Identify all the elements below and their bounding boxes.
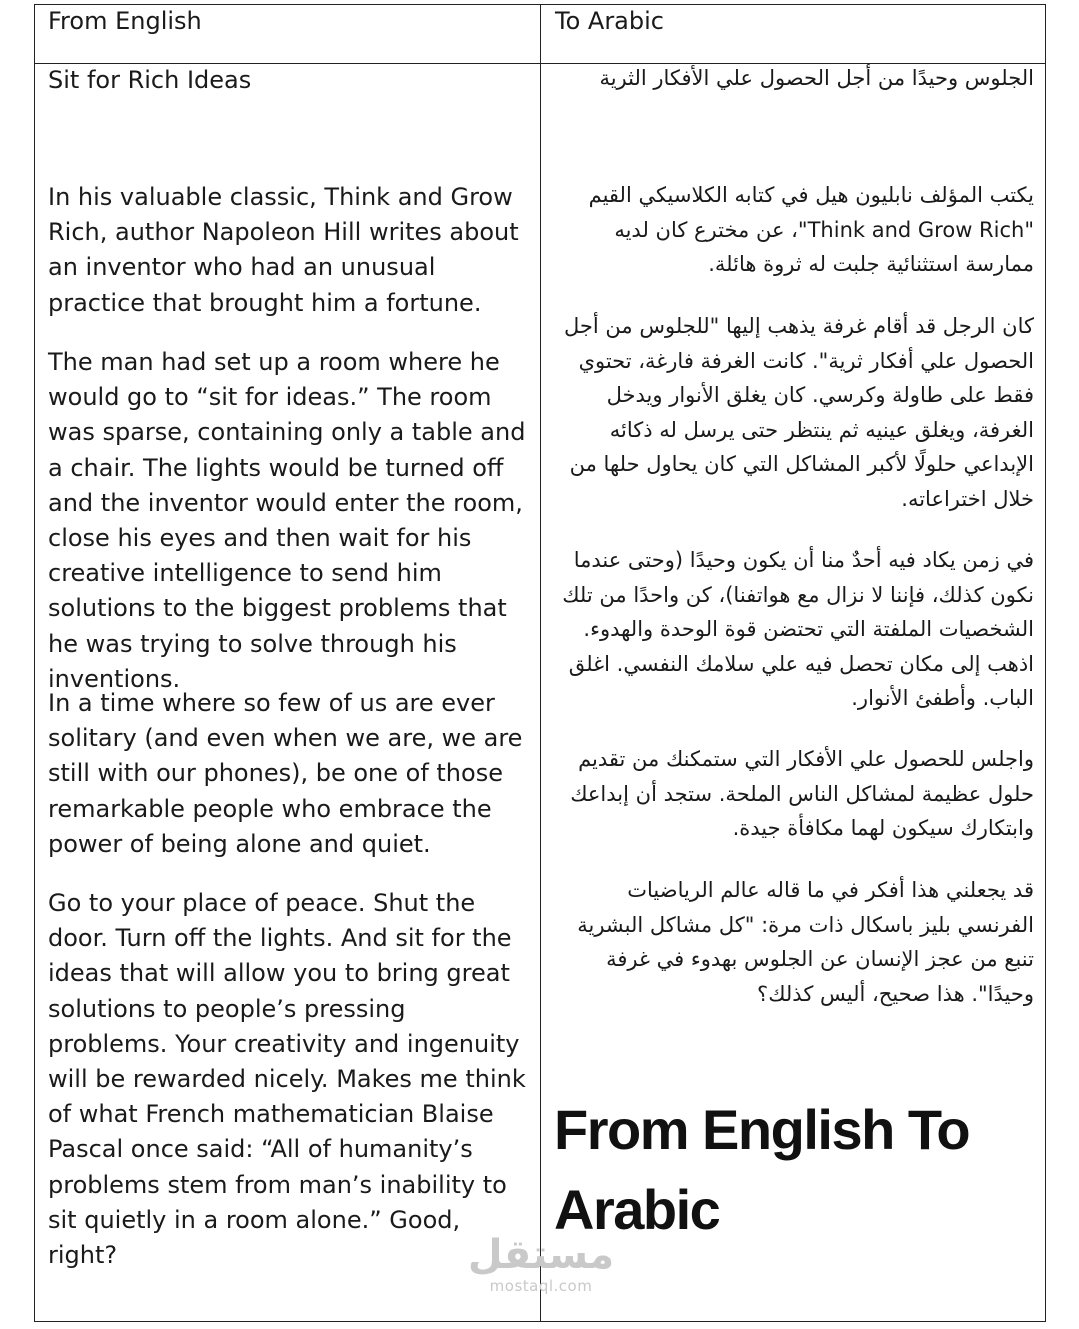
arabic-paragraph-1: يكتب المؤلف نابليون هيل في كتابه الكلاسيكي القيم "Think and Grow Rich"، عن مخترع كان لديه ممارسة استثنائية جلبت له ثروة هائلة. bbox=[588, 183, 1034, 276]
column-divider bbox=[540, 4, 541, 1322]
watermark-latin-text: mostaql.com bbox=[489, 1277, 593, 1295]
english-paragraph-2: The man had set up a room where he would go to “sit for ideas.” The room was sparse, containing only a table and a chair. The lights would be turned off and the inventor would enter the room, close his eyes and then wait for his creative intelligence to send him solutions to the biggest problems that he was trying to solve through his inventions. bbox=[48, 348, 526, 693]
banner-title bbox=[554, 1090, 1024, 1250]
english-paragraph-3: In a time where so few of us are ever solitary (and even when we are, we are still with our phones), be one of those remarkable people who embrace the power of being alone and quiet. bbox=[48, 689, 523, 858]
header-from-english: From English bbox=[48, 7, 202, 35]
english-title: Sit for Rich Ideas bbox=[48, 66, 252, 94]
watermark-arabic-logo: مستقل bbox=[467, 1232, 615, 1278]
arabic-paragraph-4: واجلس للحصول علي الأفكار التي ستمكنك من تقديم حلول عظيمة لمشاكل الناس الملحة. ستجد أن إبداعك وابتكارك سيكون لهما مكافأة جيدة. bbox=[570, 747, 1034, 840]
banner-line-2: Arabic bbox=[554, 1178, 720, 1241]
arabic-paragraph-5: قد يجعلني هذا أفكر في ما قاله عالم الرياضيات الفرنسي بليز باسكال ذات مرة: "كل مشاكل البشرية تنبع من عجز الإنسان عن الجلوس بهدوء في غرفة وحيدًا". هذا صحيح، أليس كذلك؟ bbox=[577, 878, 1034, 1006]
arabic-paragraph-3: في زمن يكاد فيه أحدٌ منا أن يكون وحيدًا (وحتى عندما نكون كذلك، فإننا لا نزال مع هواتفنا)، كن واحدًا من تلك الشخصيات الملفتة التي تحتضن قوة الوحدة والهدوء. اذهب إلى مكان تحصل فيه علي سلامك النفسي. اغلق الباب. وأطفئ الأنوار. bbox=[562, 548, 1034, 710]
header-to-arabic: To Arabic bbox=[555, 7, 664, 35]
arabic-paragraph-2: كان الرجل قد أقام غرفة يذهب إليها "للجلوس من أجل الحصول علي أفكار ثرية". كانت الغرفة فارغة، تحتوي فقط على طاولة وكرسي. كان يغلق الأنوار ويدخل الغرفة، ويغلق عينيه ثم ينتظر حتى يرسل له ذكائه الإبداعي حلولًا لأكبر المشاكل التي كان يحاول حلها من خلال اختراعاته. bbox=[564, 314, 1034, 511]
english-paragraph-4: Go to your place of peace. Shut the door. Turn off the lights. And sit for the ideas that will allow you to bring great solutions to people’s pressing problems. Your creativity and ingenuity will be rewarded nicely. Makes me think of what French mathematician Blaise Pascal once said: “All of humanity’s problems stem from man’s inability to sit quietly in a room alone.” Good, right? bbox=[48, 889, 526, 1270]
english-paragraph-1: In his valuable classic, Think and Grow Rich, author Napoleon Hill writes about an inventor who had an unusual practice that brought him a fortune. bbox=[48, 183, 519, 317]
banner-line-1: From English To bbox=[554, 1098, 970, 1161]
mostaql-watermark bbox=[466, 1233, 616, 1295]
arabic-title: الجلوس وحيدًا من أجل الحصول علي الأفكار الثرية bbox=[599, 66, 1034, 90]
